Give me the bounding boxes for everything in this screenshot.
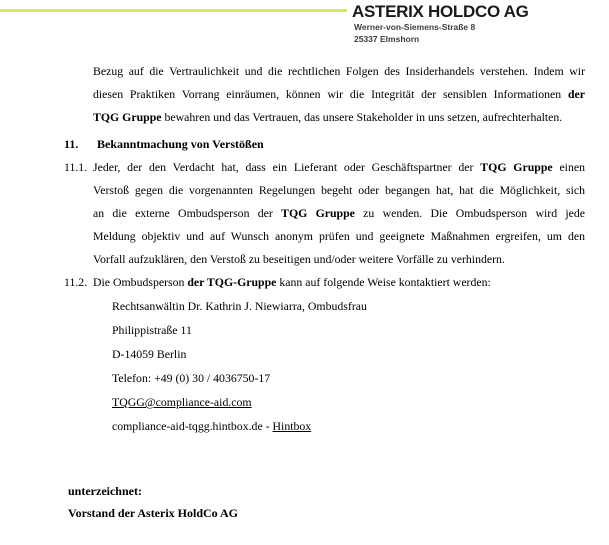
section-number: 11. (64, 137, 79, 151)
text-segment: Jeder, der den Verdacht hat, dass ein Lieferant oder Geschäftspartner der (93, 160, 481, 174)
item-text (93, 271, 585, 294)
item-text (93, 156, 585, 271)
text-line (93, 179, 585, 202)
signature-name: Vorstand der Asterix HoldCo AG (68, 505, 239, 520)
text-line (93, 271, 585, 294)
text-segment: kann auf folgende Weise kontaktiert werden: (276, 275, 491, 289)
text-line (93, 83, 585, 106)
text-segment: zu wenden. Die Ombudsperson wird jede (354, 206, 585, 220)
text-segment: TQG Gruppe (93, 110, 162, 124)
text-line (93, 202, 585, 225)
item-number: 11.2. (64, 275, 88, 289)
contact-block (112, 294, 585, 438)
intro-paragraph (93, 60, 585, 129)
text-segment: Meldung objektiv und auf Wunsch anonym prüfen und geeignete Maßnahmen ergreifen, um den (93, 229, 585, 243)
text-line (93, 106, 585, 129)
letterhead-rule (0, 9, 347, 12)
text-segment: Vorfall aufzuklären, den Verstoß zu beseitigen und/oder weitere Vorfälle zu verhindern. (93, 252, 505, 266)
company-name: ASTERIX HOLDCO AG (352, 2, 529, 21)
text-segment: der (567, 87, 585, 101)
text-segment: bewahren und das Vertrauen, das unsere Stakeholder in uns setzen, aufrechterhalten. (161, 110, 563, 124)
text-segment: D-14059 Berlin (112, 347, 187, 361)
section-heading (64, 133, 584, 156)
text-line (112, 294, 585, 318)
company-address-line2: 25337 Elmshorn (354, 34, 420, 44)
hintbox-link[interactable]: Hintbox (272, 419, 312, 433)
text-segment: TQG Gruppe (480, 160, 553, 174)
signature-block (68, 481, 568, 524)
item-number: 11.1. (64, 160, 88, 174)
text-segment: einen (552, 160, 585, 174)
text-line (93, 248, 585, 271)
text-segment: an die externe Ombudsperson der (93, 206, 282, 220)
text-line (112, 318, 585, 342)
text-segment: Philippistraße 11 (112, 323, 192, 337)
text-segment: Bezug auf die Vertraulichkeit und die rechtlichen Folgen des Insiderhandels verstehen. Indem wir (93, 64, 585, 78)
text-line (93, 60, 585, 83)
text-segment: Telefon: +49 (0) 30 / 4036750-17 (112, 371, 271, 385)
text-line (93, 225, 585, 248)
signature-label: unterzeichnet: (68, 484, 142, 498)
text-segment: Verstoß gegen die vorgenannten Regelungen begeht oder begangen hat, hat die Möglichkeit, sich (93, 183, 585, 197)
text-line (112, 366, 585, 390)
text-line (112, 342, 585, 366)
text-segment: Die Ombudsperson (93, 275, 188, 289)
item-11-1 (64, 156, 585, 271)
text-segment: compliance-aid-tqgg.hintbox.de - (112, 419, 273, 433)
text-segment: Rechtsanwältin Dr. Kathrin J. Niewiarra, Ombudsfrau (112, 299, 367, 313)
text-line (112, 390, 585, 414)
company-address-line1: Werner-von-Siemens-Straße 8 (354, 22, 476, 32)
text-segment: diesen Praktiken Vorrang einräumen, können wir die Integrität der sensiblen Informationen (93, 87, 568, 101)
section-title: Bekanntmachung von Verstößen (97, 137, 264, 151)
text-line (112, 414, 585, 438)
text-segment: TQG Gruppe (281, 206, 355, 220)
text-segment: der TQG-Gruppe (187, 275, 277, 289)
text-line (93, 156, 585, 179)
item-11-2 (64, 271, 585, 294)
email-link[interactable]: TQGG@compliance-aid.com (112, 395, 252, 409)
